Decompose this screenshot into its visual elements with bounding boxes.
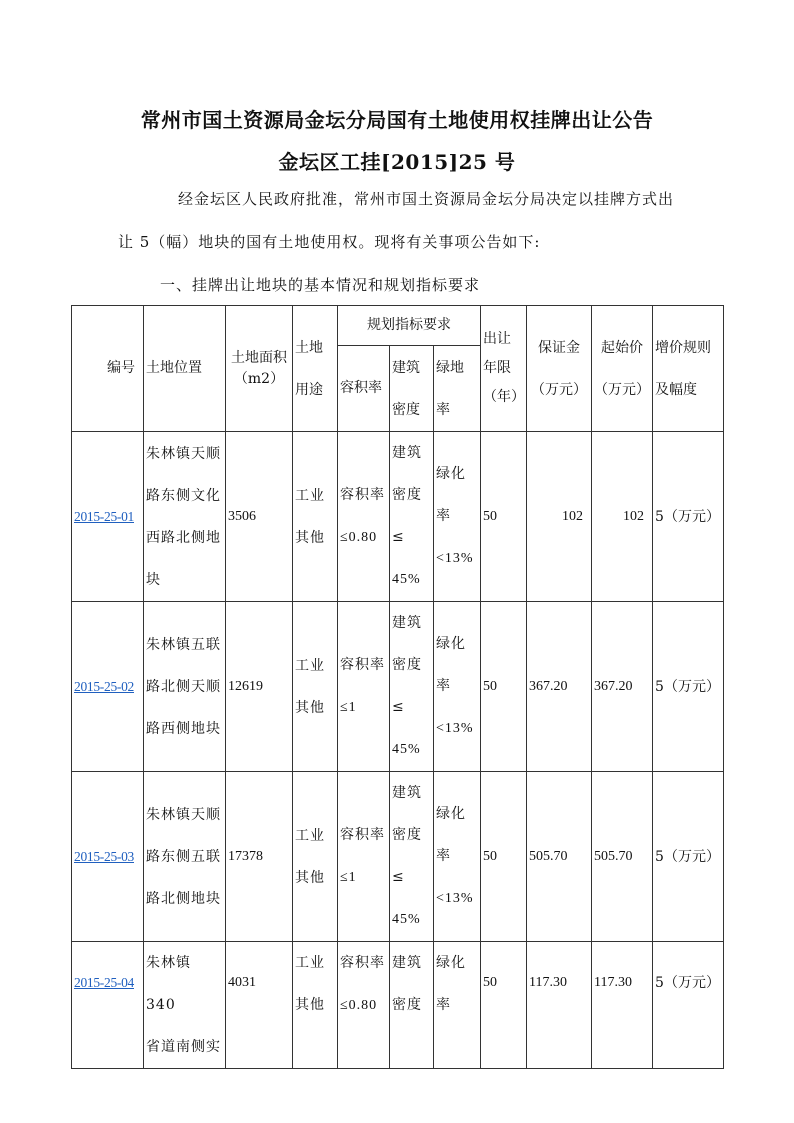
cell-term: 50 — [481, 772, 527, 942]
cell-id[interactable] — [72, 772, 144, 942]
header-use: 土地 用途 — [293, 306, 338, 432]
header-density: 建筑 密度 — [390, 346, 434, 432]
cell-location: 朱林镇天顺 路东侧文化 西路北侧地 块 — [144, 432, 226, 602]
cell-use: 工业 其他 — [293, 772, 338, 942]
table-row — [72, 772, 724, 942]
cell-increment: 5（万元） — [653, 432, 724, 602]
cell-density: 建筑 密度 ≤ 45% — [390, 602, 434, 772]
cell-start-price: 117.30 — [592, 942, 653, 1069]
header-start-price: 起始价 （万元） — [592, 306, 653, 432]
table-row — [72, 432, 724, 602]
cell-use: 工业 其他 — [293, 602, 338, 772]
cell-term: 50 — [481, 602, 527, 772]
cell-location: 朱林镇五联 路北侧天顺 路西侧地块 — [144, 602, 226, 772]
header-green: 绿地 率 — [434, 346, 481, 432]
cell-increment: 5（万元） — [653, 772, 724, 942]
parcel-id-link[interactable]: 2015-25-03 — [74, 848, 134, 864]
cell-deposit: 367.20 — [527, 602, 592, 772]
header-area: 土地面积 （m2） — [226, 306, 293, 432]
cell-location: 朱林镇天顺 路东侧五联 路北侧地块 — [144, 772, 226, 942]
cell-area: 4031 — [226, 942, 293, 1069]
cell-far: 容积率 ≤1 — [338, 772, 390, 942]
parcel-id-link[interactable]: 2015-25-04 — [74, 975, 134, 990]
table-header-row-1 — [72, 306, 724, 346]
intro-line-1: 经金坛区人民政府批准，常州市国土资源局金坛分局决定以挂牌方式出 — [178, 190, 675, 208]
cell-increment: 5（万元） — [653, 602, 724, 772]
header-id: 编号 — [72, 306, 144, 432]
cell-area: 12619 — [226, 602, 293, 772]
header-increment: 增价规则 及幅度 — [653, 306, 724, 432]
document-number: 金坛区工挂[2015]25 号 — [278, 150, 516, 174]
cell-start-price: 505.70 — [592, 772, 653, 942]
cell-far: 容积率 ≤0.80 — [338, 432, 390, 602]
intro-line-2: 让 5（幅）地块的国有土地使用权。现将有关事项公告如下: — [118, 233, 541, 251]
cell-use: 工业 其他 — [293, 942, 338, 1069]
cell-area: 3506 — [226, 432, 293, 602]
section-heading: 一、挂牌出让地块的基本情况和规划指标要求 — [160, 276, 481, 294]
cell-id[interactable] — [72, 432, 144, 602]
cell-area: 17378 — [226, 772, 293, 942]
cell-increment: 5（万元） — [653, 942, 724, 1069]
parcel-id-link[interactable]: 2015-25-01 — [74, 508, 134, 524]
header-term: 出让 年限 （年） — [481, 306, 527, 432]
cell-density: 建筑 密度 — [390, 942, 434, 1069]
parcel-id-link[interactable]: 2015-25-02 — [74, 678, 134, 694]
cell-far: 容积率 ≤0.80 — [338, 942, 390, 1069]
cell-start-price: 102 — [592, 432, 653, 602]
cell-green: 绿化 率 <13% — [434, 602, 481, 772]
cell-density: 建筑 密度 ≤ 45% — [390, 432, 434, 602]
header-far: 容积率 — [338, 346, 390, 432]
cell-term: 50 — [481, 432, 527, 602]
cell-far: 容积率 ≤1 — [338, 602, 390, 772]
cell-density: 建筑 密度 ≤ 45% — [390, 772, 434, 942]
cell-deposit: 102 — [527, 432, 592, 602]
cell-use: 工业 其他 — [293, 432, 338, 602]
header-planning: 规划指标要求 — [338, 306, 481, 346]
page-title: 常州市国土资源局金坛分局国有土地使用权挂牌出让公告 — [140, 108, 654, 132]
header-location: 土地位置 — [144, 306, 226, 432]
header-deposit: 保证金 （万元） — [527, 306, 592, 432]
table-row — [72, 602, 724, 772]
cell-green: 绿化 率 — [434, 942, 481, 1069]
land-parcel-table — [71, 305, 724, 1069]
table-row — [72, 942, 724, 1069]
cell-green: 绿化 率 <13% — [434, 432, 481, 602]
cell-term: 50 — [481, 942, 527, 1069]
cell-deposit: 505.70 — [527, 772, 592, 942]
cell-green: 绿化 率 <13% — [434, 772, 481, 942]
cell-id[interactable] — [72, 942, 144, 1069]
cell-id[interactable] — [72, 602, 144, 772]
cell-deposit: 117.30 — [527, 942, 592, 1069]
cell-location: 朱林镇 340 省道南侧实 — [144, 942, 226, 1069]
cell-start-price: 367.20 — [592, 602, 653, 772]
